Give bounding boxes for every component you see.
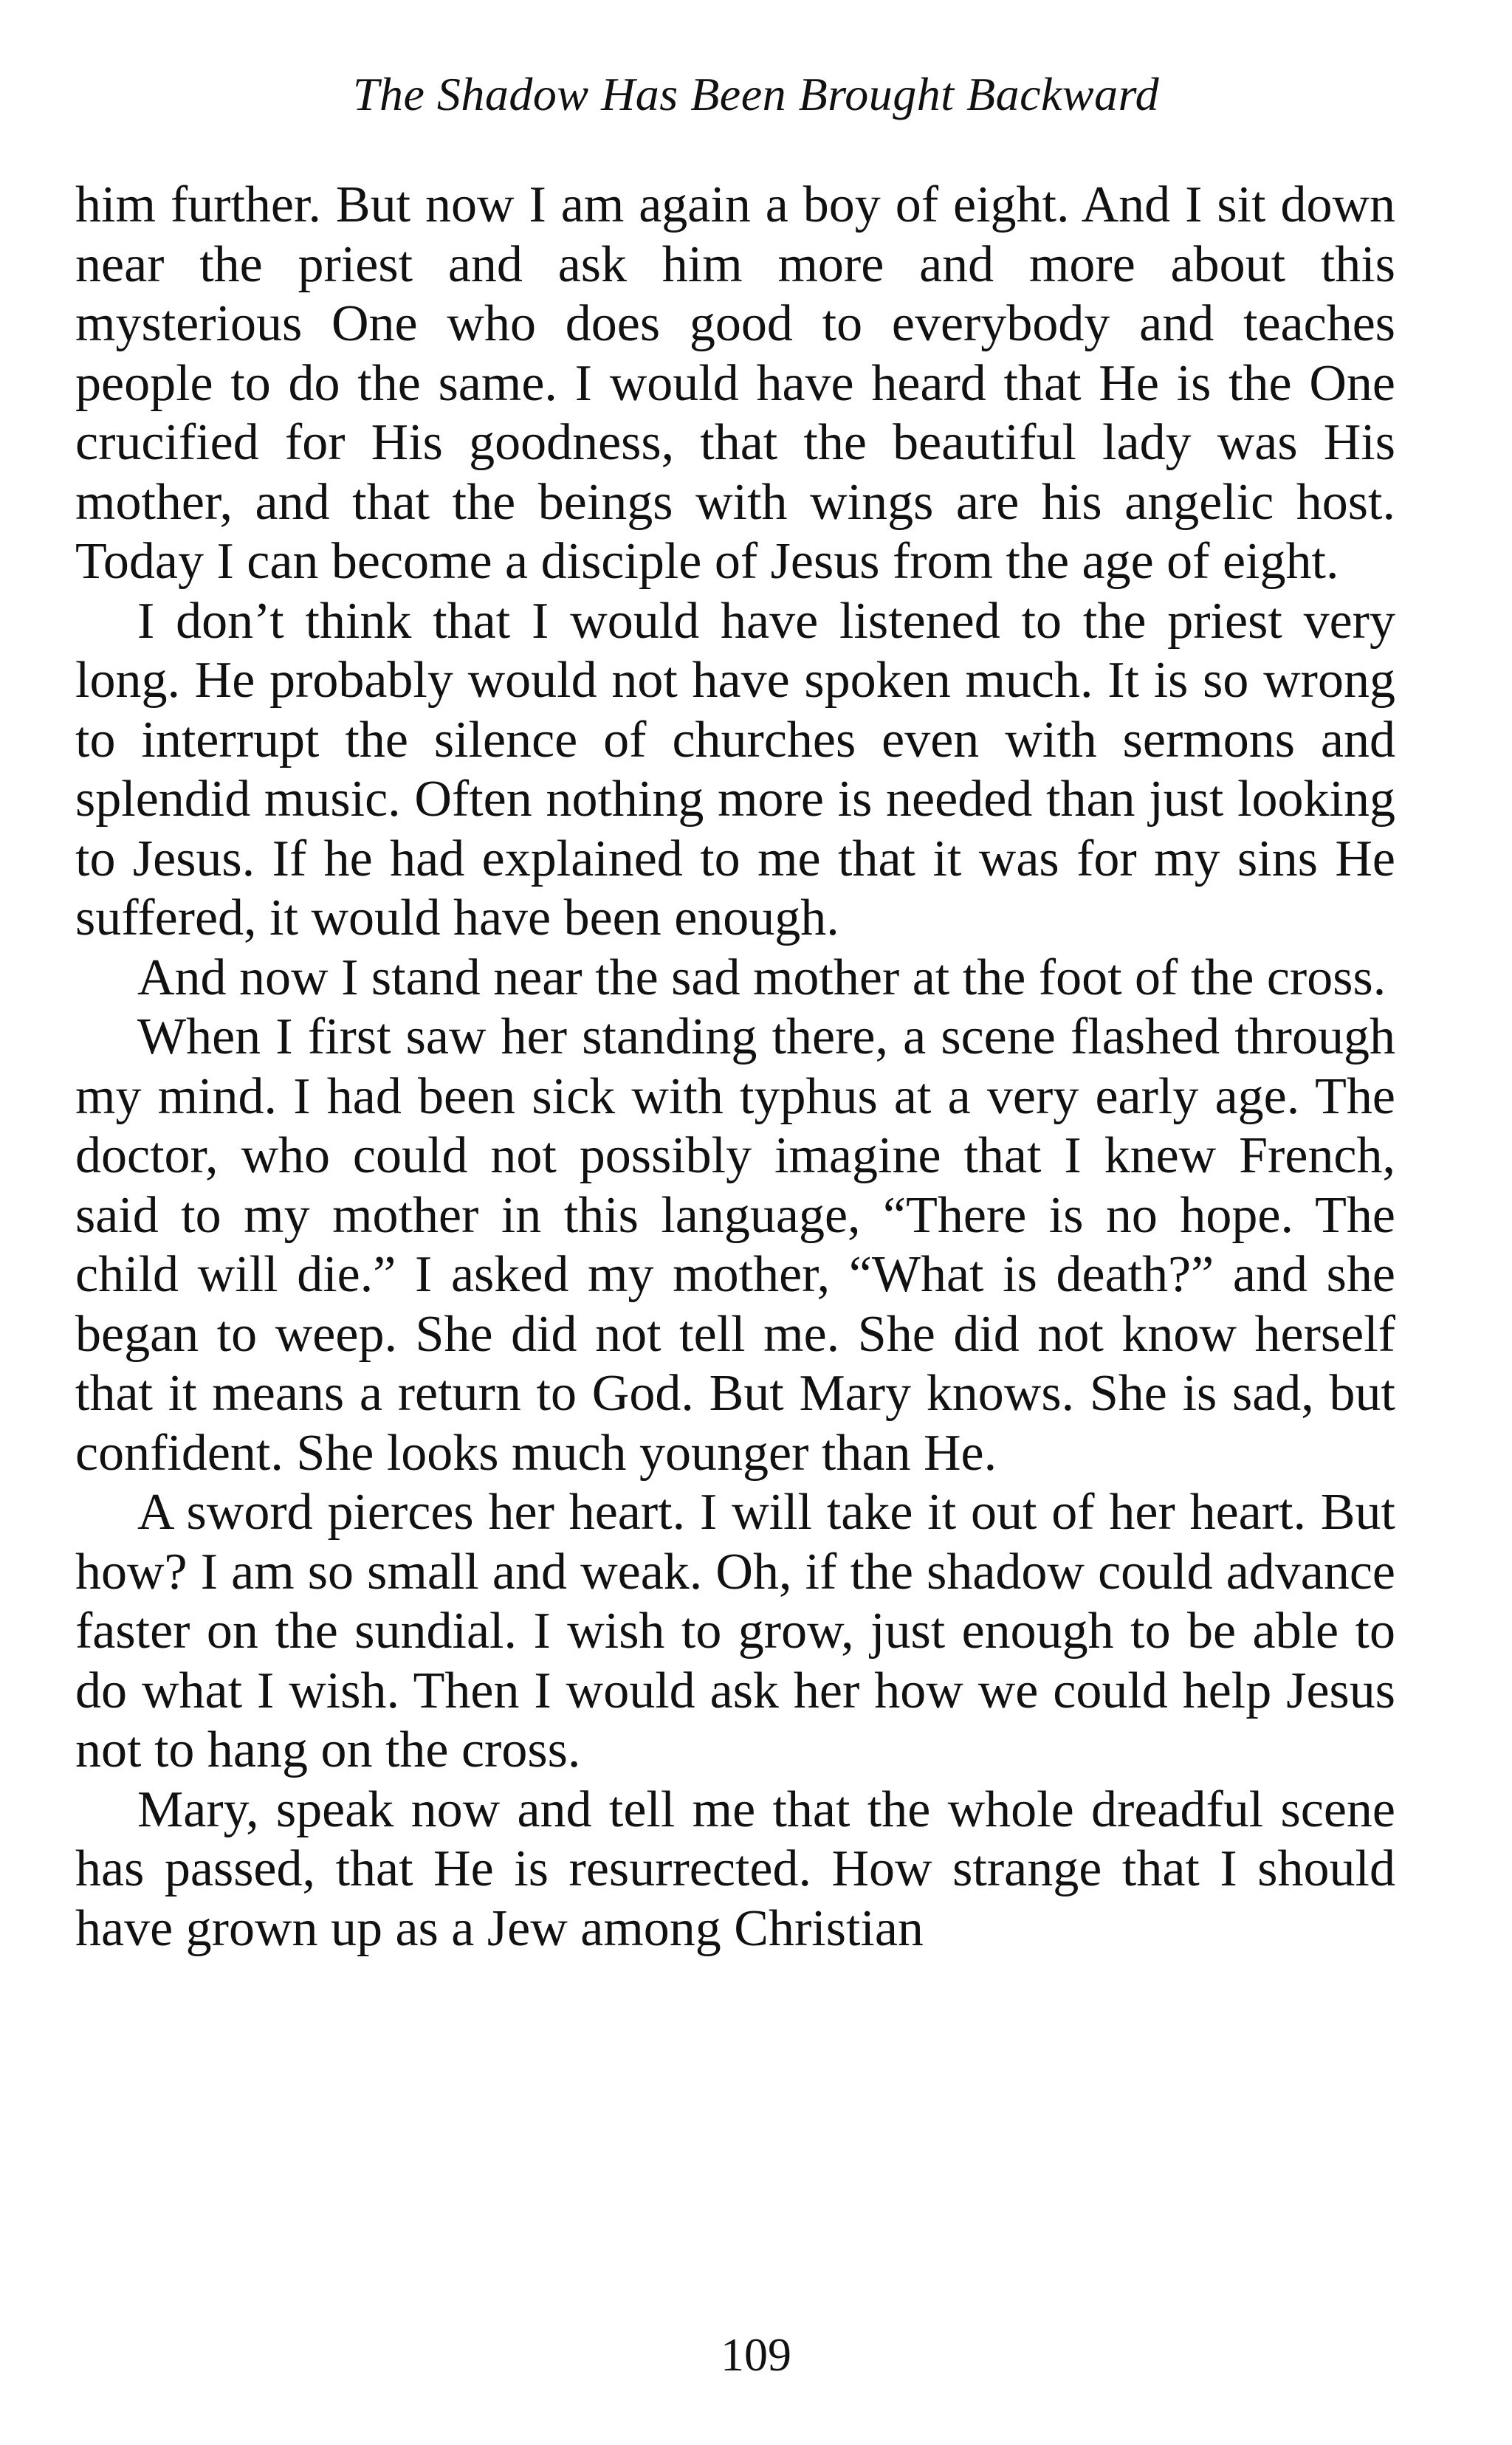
paragraph: Mary, speak now and tell me that the whole dreadful scene has passed, that He is resurrected. How strange that I should have grown up as a Jew among Christian xyxy=(75,1781,1395,1957)
body-text xyxy=(75,176,1395,1959)
paragraph: A sword pierces her heart. I will take it out of her heart. But how? I am so small and weak. Oh, if the shadow could advance faster on the sundial. I wish to grow, just enough to be able to do what I wish. Then I would ask her how we could help Jesus not to hang on the cross. xyxy=(75,1484,1395,1778)
paragraph: And now I stand near the sad mother at the foot of the cross. xyxy=(137,949,1386,1006)
page-number: 109 xyxy=(721,2328,791,2381)
running-head: The Shadow Has Been Brought Backward xyxy=(352,68,1160,120)
paragraph: him further. But now I am again a boy of eight. And I sit down near the priest and ask him more and more about this mysterious One who does good to everybody and teaches people to do the same. I would have heard that He is the One crucified for His goodness, that the beautiful lady was His mother, and that the beings with wings are his angelic host. Today I can become a disciple of Jesus from the age of eight. xyxy=(75,176,1395,590)
paragraph: I don’t think that I would have listened to the priest very long. He probably would not have spoken much. It is so wrong to interrupt the silence of churches even with sermons and splendid music. Often nothing more is needed than just looking to Jesus. If he had explained to me that it was for my sins He suffered, it would have been enough. xyxy=(75,592,1395,946)
paragraph: When I first saw her standing there, a scene flashed through my mind. I had been sick with typhus at a very early age. The doctor, who could not possibly imagine that I knew French, said to my mother in this language, “There is no hope. The child will die.” I asked my mother, “What is death?” and she began to weep. She did not tell me. She did not know herself that it means a return to God. But Mary knows. She is sad, but confident. She looks much younger than He. xyxy=(75,1008,1395,1482)
